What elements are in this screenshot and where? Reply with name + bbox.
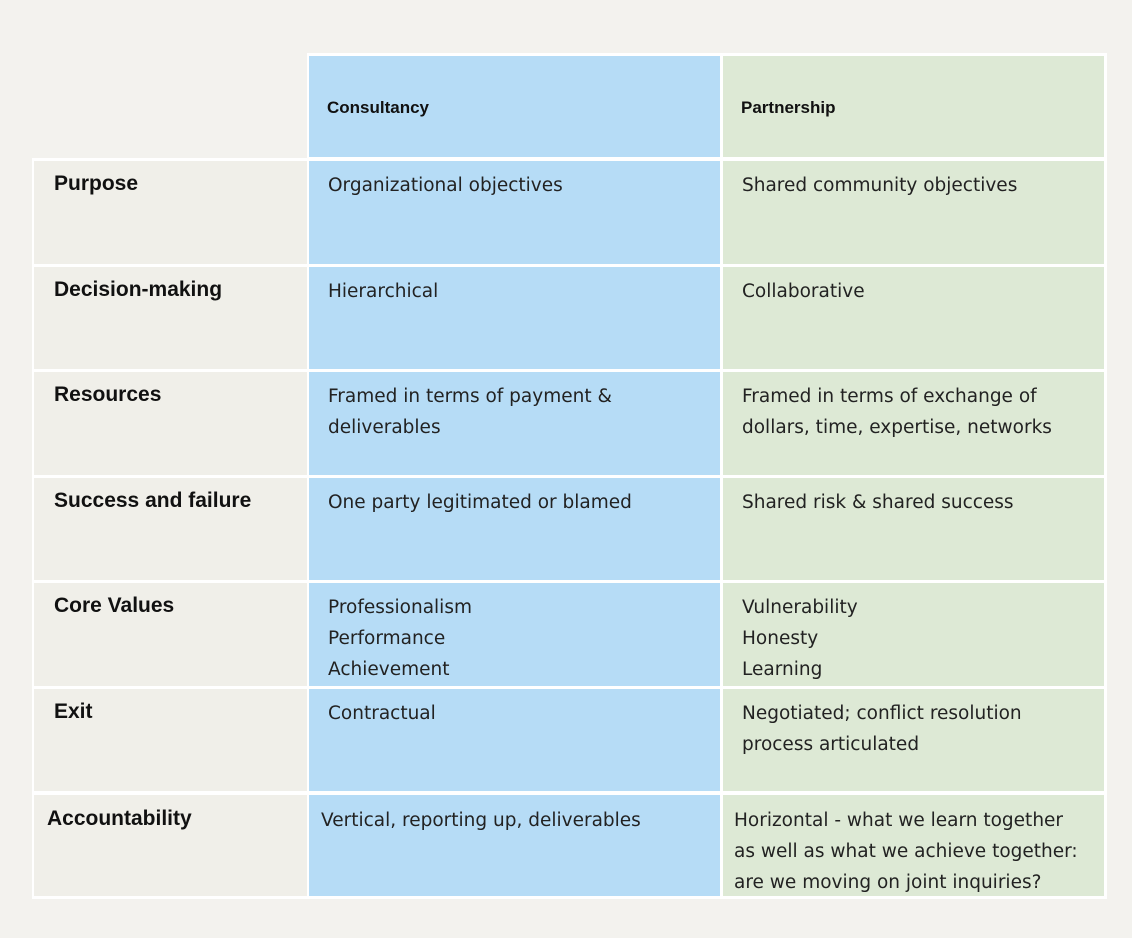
consultancy-decision-making: Hierarchical	[309, 267, 720, 369]
consultancy-exit: Contractual	[309, 689, 720, 791]
partnership-purpose: Shared community objectives	[723, 161, 1104, 264]
consultancy-core-values: Professionalism Performance Achievement	[309, 583, 720, 686]
row-label-accountability: Accountability	[34, 795, 307, 896]
row-label-success-and-failure: Success and failure	[34, 478, 307, 580]
row-label-core-values: Core Values	[34, 583, 307, 686]
consultancy-purpose: Organizational objectives	[309, 161, 720, 264]
row-label-purpose: Purpose	[34, 161, 307, 264]
consultancy-resources: Framed in terms of payment & deliverables	[309, 372, 720, 475]
row-label-resources: Resources	[34, 372, 307, 475]
consultancy-accountability: Vertical, reporting up, deliverables	[309, 795, 720, 896]
partnership-success-and-failure: Shared risk & shared success	[723, 478, 1104, 580]
partnership-resources: Framed in terms of exchange of dollars, time, expertise, networks	[723, 372, 1104, 475]
partnership-decision-making: Collaborative	[723, 267, 1104, 369]
row-label-decision-making: Decision-making	[34, 267, 307, 369]
consultancy-success-and-failure: One party legitimated or blamed	[309, 478, 720, 580]
row-label-exit: Exit	[34, 689, 307, 791]
partnership-exit: Negotiated; conflict resolution process articulated	[723, 689, 1104, 791]
header-partnership: Partnership	[723, 56, 1104, 157]
partnership-accountability: Horizontal - what we learn together as well as what we achieve together: are we moving on joint inquiries?	[723, 795, 1104, 896]
header-consultancy: Consultancy	[309, 56, 720, 157]
partnership-core-values: Vulnerability Honesty Learning	[723, 583, 1104, 686]
